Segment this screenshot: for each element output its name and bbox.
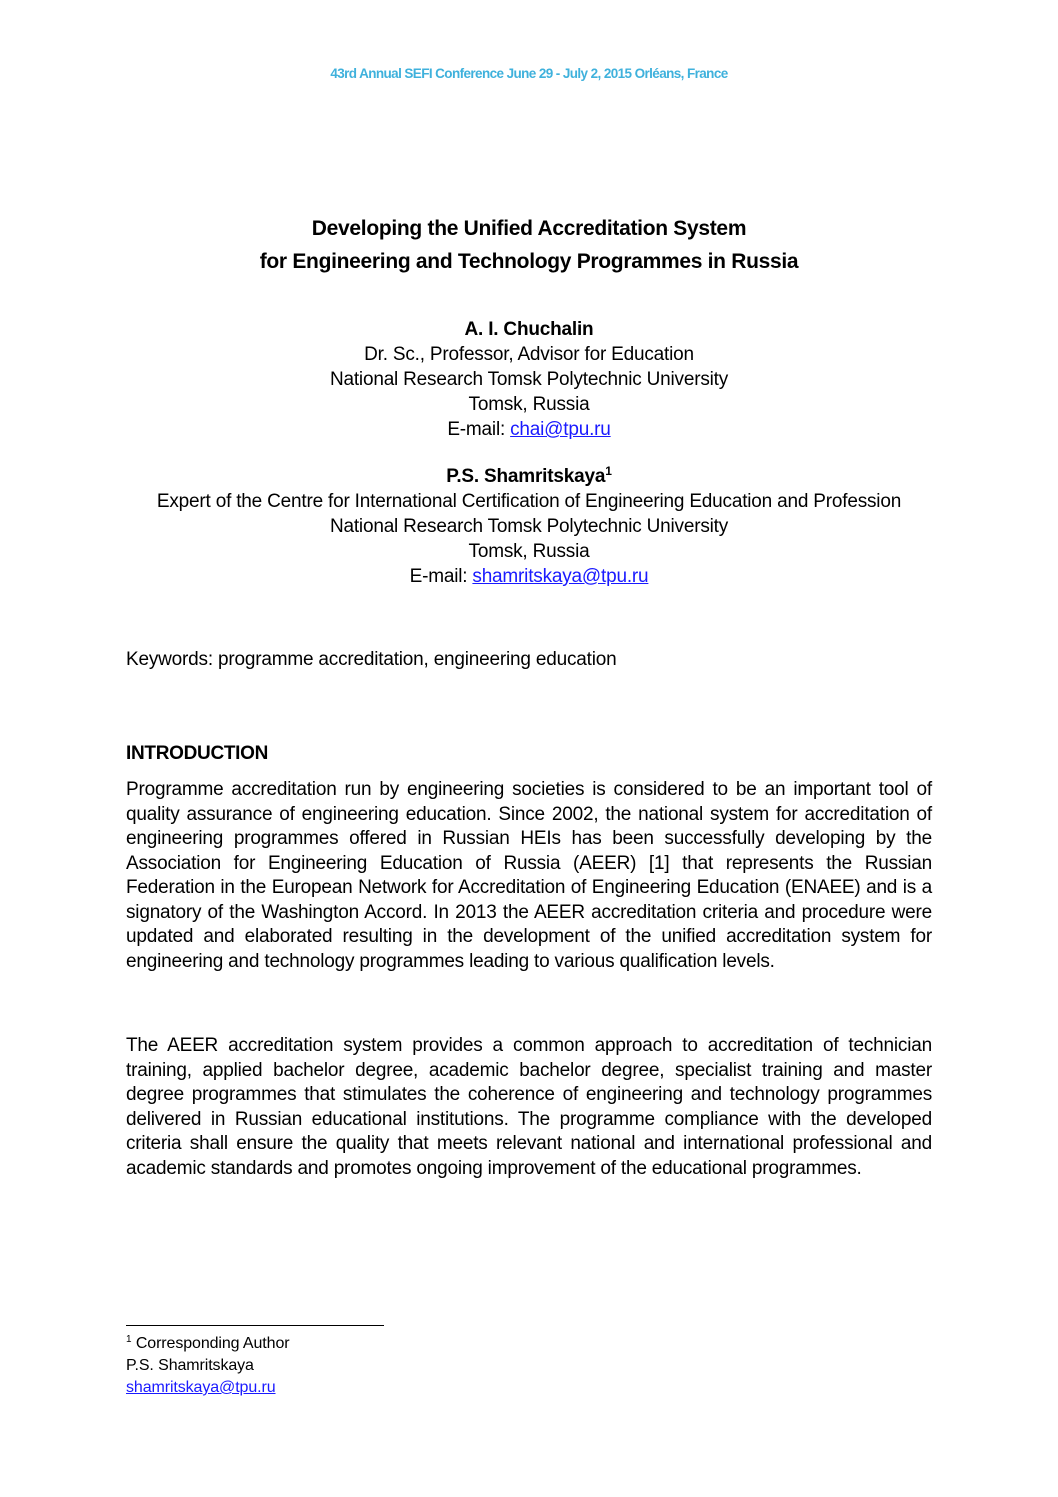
paper-title: [0, 212, 1058, 278]
author-affiliation-line: Tomsk, Russia: [468, 394, 590, 415]
author-name-text: P.S. Shamritskaya: [446, 466, 606, 487]
email-label: E-mail:: [447, 419, 511, 440]
body-paragraph: Programme accreditation run by engineering societies is considered to be an important tool of quality assurance of engineering education. Since 2002, the national system for accreditation of engineering programmes offered in Russian HEIs has been successfully developing by the Association for Engineering Education of Russia (AEER) [1] that represents the Russian Federation in the European Network for Accreditation of Engineering Education (ENAEE) and is a signatory of the Washington Accord. In 2013 the AEER accreditation criteria and procedure were updated and elaborated resulting in the development of the unified accreditation system for engineering and technology programmes leading to various qualification levels.: [126, 779, 932, 972]
author-email-link[interactable]: chai@tpu.ru: [510, 419, 611, 440]
author-block-2: [0, 464, 1058, 589]
author-email-line: [0, 417, 1058, 442]
body-paragraph: The AEER accreditation system provides a common approach to accreditation of technician training, applied bachelor degree, academic bachelor degree, specialist training and master degree programmes that stimulates the coherence of engineering and technology programmes delivered in Russian educational institutions. The programme compliance with the developed criteria shall ensure the quality that meets relevant national and international professional and academic standards and promotes ongoing improvement of the educational programmes.: [126, 1035, 932, 1179]
email-label: E-mail:: [409, 566, 473, 587]
footnote-mark: 1: [126, 1334, 132, 1345]
keywords: Keywords: programme accreditation, engineering education: [126, 649, 617, 670]
footnote: [126, 1333, 289, 1399]
footnote-label: Corresponding Author: [131, 1335, 290, 1352]
section-heading-introduction: INTRODUCTION: [126, 743, 269, 764]
footnote-marker[interactable]: 1: [605, 464, 612, 478]
author-email-link[interactable]: shamritskaya@tpu.ru: [472, 566, 649, 587]
footnote-line: [126, 1333, 289, 1355]
author-block-1: [0, 317, 1058, 442]
footnote-email-line: [126, 1377, 289, 1399]
author-affiliation-line: Dr. Sc., Professor, Advisor for Education: [364, 344, 694, 365]
author-affiliation-line: National Research Tomsk Polytechnic University: [329, 516, 729, 537]
author-email-line: [0, 564, 1058, 589]
footnote-name: P.S. Shamritskaya: [126, 1357, 254, 1374]
footnote-divider: [126, 1325, 384, 1326]
paper-title-line-2: for Engineering and Technology Programmes in Russia: [259, 250, 799, 273]
author-name: [0, 464, 1058, 489]
paper-title-line-1: Developing the Unified Accreditation System: [311, 217, 747, 240]
author-affiliation-line: Expert of the Centre for International Certification of Engineering Education and Profession: [156, 491, 902, 512]
conference-header: 43rd Annual SEFI Conference June 29 - July 2, 2015 Orléans, France: [330, 66, 728, 81]
footnote-email-link[interactable]: shamritskaya@tpu.ru: [126, 1379, 276, 1396]
author-name: A. I. Chuchalin: [464, 319, 594, 340]
author-affiliation-line: National Research Tomsk Polytechnic University: [329, 369, 729, 390]
author-affiliation-line: Tomsk, Russia: [468, 541, 590, 562]
